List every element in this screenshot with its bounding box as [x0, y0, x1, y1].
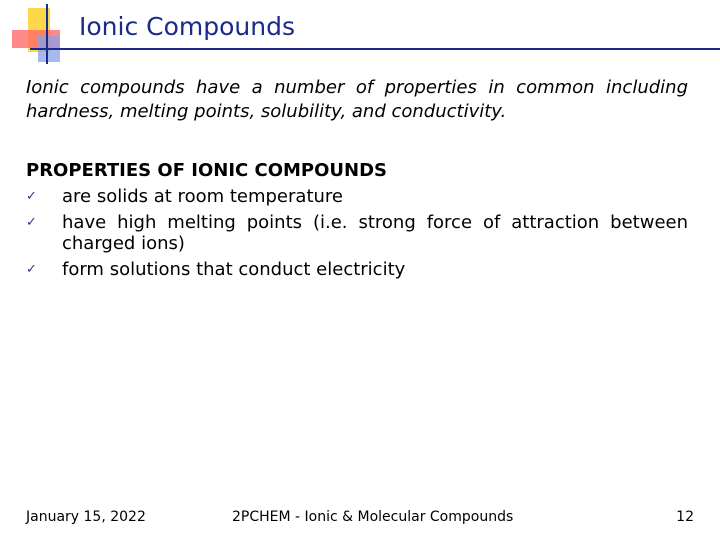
intro-line-2: hardness, melting points, solubility, and conductivity. [26, 101, 507, 122]
intro-paragraph [26, 76, 688, 124]
checkmark-bullet-icon: ✓ [26, 215, 37, 230]
title-underline [30, 48, 720, 50]
slide-title: Ionic Compounds [79, 12, 296, 41]
checkmark-bullet-icon: ✓ [26, 262, 37, 277]
properties-list [26, 186, 688, 285]
checkmark-bullet-icon: ✓ [26, 189, 37, 204]
bullet-text-continued: charged ions) [62, 233, 185, 254]
footer-title: 2PCHEM - Ionic & Molecular Compounds [232, 509, 514, 525]
list-item [26, 212, 688, 254]
intro-line-1: Ionic compounds have a number of properties in common including [26, 77, 688, 98]
bullet-text: form solutions that conduct electricity [62, 259, 406, 280]
footer-date: January 15, 2022 [26, 509, 146, 525]
properties-heading: PROPERTIES OF IONIC COMPOUNDS [26, 160, 388, 181]
bullet-text: are solids at room temperature [62, 186, 343, 207]
decorative-vertical-line [46, 4, 48, 64]
page-number: 12 [676, 509, 694, 525]
list-item [26, 259, 688, 280]
bullet-text: have high melting points (i.e. strong force of attraction between [62, 212, 688, 233]
list-item [26, 186, 688, 207]
